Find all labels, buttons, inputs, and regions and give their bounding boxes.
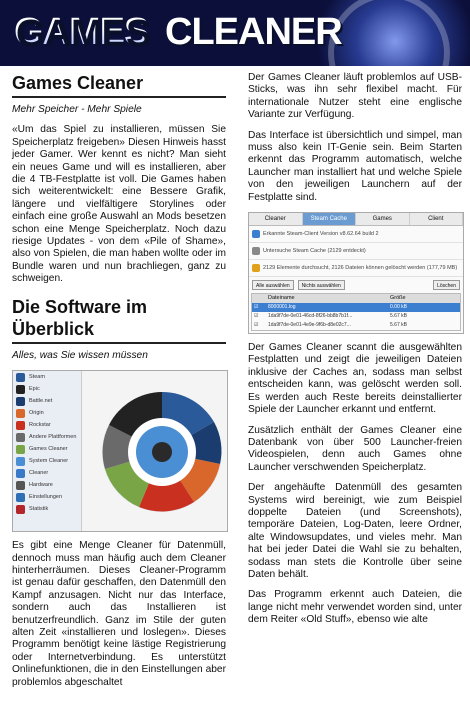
body-paragraph-2: Es gibt eine Menge Cleaner für Datenmüll, dennoch muss man häufig auch dem Cleaner hinterherräumen. Dieses Cleaner-Programm ist genau dafür geschaffen, den Datenmüll den Kampf anzusagen. Nicht nur das Interface, sondern auch das Installieren ist benutzerfreundlich. Ganz im Stile der guten alten Zeit «installieren und loslegen». Dieses Programm benötigt keine lästige Registrierung oder Internetverbindung. Es unterstützt Onlinefunktionen, die in den Einstellungen aber problemlos abgeschaltet	[12, 540, 226, 688]
app-tab: Cleaner	[249, 213, 303, 225]
menu-item-label: Battle.net	[29, 398, 53, 405]
menu-item-icon	[16, 373, 25, 382]
status-icon	[252, 264, 260, 272]
file-size-cell: 0.00 kB	[390, 304, 407, 311]
right-column	[248, 72, 462, 635]
launcher-wheel-graphic	[99, 389, 225, 515]
banner-ring	[328, 0, 450, 66]
menu-item	[15, 492, 79, 503]
menu-item-label: Andere Plattformen	[29, 434, 77, 441]
row-checkbox: ☑	[254, 304, 259, 311]
file-name-cell: 1da9f7de-0e01-4e9e-9f6b-d8e02c7...	[268, 322, 351, 329]
app-button: Löschen	[433, 280, 460, 290]
menu-item-icon	[16, 481, 25, 490]
menu-item	[15, 396, 79, 407]
menu-item-label: Rockstar	[29, 422, 51, 429]
file-size-cell: 5.67 kB	[390, 322, 407, 329]
app-button: Nichts auswählen	[298, 280, 345, 290]
file-table-header	[252, 294, 460, 303]
menu-item-icon	[16, 385, 25, 394]
status-row	[249, 260, 463, 277]
usb-paragraph: Der Games Cleaner läuft problemlos auf USB-Sticks, was ihn sehr flexibel macht. Für internationale Nutzer steht eine englische Variante zur Verfügung.	[248, 72, 462, 121]
table-row	[252, 321, 460, 330]
header-banner	[0, 0, 470, 66]
menu-item	[15, 372, 79, 383]
menu-item	[15, 432, 79, 443]
app-sidebar-menu	[13, 371, 82, 531]
menu-item-icon	[16, 445, 25, 454]
column-header: Dateiname	[268, 295, 295, 302]
menu-item-label: Hardware	[29, 482, 53, 489]
menu-item	[15, 468, 79, 479]
column-checkbox	[252, 294, 266, 303]
file-table	[251, 293, 461, 331]
file-size-cell: 5.67 kB	[390, 313, 407, 320]
status-row	[249, 226, 463, 243]
app-screenshot-menu	[12, 370, 228, 532]
left-column	[12, 72, 226, 697]
column-header: Größe	[390, 295, 406, 302]
menu-item	[15, 384, 79, 395]
menu-item	[15, 480, 79, 491]
status-icon	[252, 247, 260, 255]
status-icon	[252, 230, 260, 238]
menu-item	[15, 420, 79, 431]
status-text: Untersuche Steam Cache (2129 entdeckt)	[263, 248, 366, 255]
scan-paragraph: Der Games Cleaner scannt die ausgewählten Festplatten und zeigt die jeweiligen Dateien inklusive der Caches an, sodass man selbst entscheiden kann, was gelöscht werden soll. Es werden auch Reste bereits deinstallierter Spiele der Launcher erkannt und entfernt.	[248, 342, 462, 416]
banner-word-games: GAMES	[14, 11, 149, 53]
status-text: 2129 Elemente durchsucht, 2126 Dateien können gelöscht werden (177,79 MB)	[263, 265, 458, 272]
menu-item-label: Origin	[29, 410, 44, 417]
table-row	[252, 312, 460, 321]
menu-item-icon	[16, 469, 25, 478]
menu-item-icon	[16, 409, 25, 418]
app-tab: Steam Cache	[303, 213, 357, 225]
app-tab-bar	[249, 213, 463, 226]
system-cleanup-paragraph: Der angehäufte Datenmüll des gesamten Systems wird bereinigt, wie zum Beispiel doppelte Dateien (und Screenshots), temporäre Dateien, Log-Daten, leere Ordner, alte Windowsupdates, und vieles mehr. Man hat bei jeder Datei die Wahl sie zu behalten, sodass man stets die Kontrolle über seine Daten behält.	[248, 482, 462, 580]
old-stuff-paragraph: Das Programm erkennt auch Dateien, die lange nicht mehr verwendet worden sind, unter dem Reiter «Old Stuff», ebenso wie alte	[248, 589, 462, 626]
article-subtitle: Mehr Speicher - Mehr Spiele	[12, 104, 142, 115]
intro-paragraph: «Um das Spiel zu installieren, müssen Sie Speicherplatz freigeben» Diesen Hinweis hasst jeder Gamer. Wer kennt es nicht? Man sieht ein neues Game und will es installieren, aber die 4 TB-Festplatte ist voll. Die Games haben sich weiterentwickelt: eine Bessere Grafik, längere und vielfältigere Storylines oder einfach eine große Auswahl an Mods besetzen schon eine Menge Speicherplatz. Noch dazu riesige Updates - von dem «Pile of Shame», also von Spielen, die man haben wollte oder im Bundle waren und nun brachliegen, ganz zu schweigen.	[12, 124, 226, 285]
menu-item-label: Cleaner	[29, 470, 49, 477]
article-title: Games Cleaner	[12, 72, 226, 98]
app-screenshot-steam-cache	[248, 212, 464, 334]
menu-item-label: Steam	[29, 374, 45, 381]
menu-item	[15, 444, 79, 455]
app-tab: Games	[356, 213, 410, 225]
menu-item-label: Statistik	[29, 506, 49, 513]
section-subtitle: Alles, was Sie wissen müssen	[12, 349, 148, 361]
banner-word-cleaner: CLEANER	[165, 11, 342, 53]
table-row	[252, 303, 460, 312]
interface-paragraph: Das Interface ist übersichtlich und simpel, man muss also kein IT-Genie sein. Beim Starten erkennt das Programm automatisch, welche Launcher man installiert hat und welche Spiele von den jeweiligen Launchern auf der Festplatte sind.	[248, 129, 462, 203]
status-row	[249, 243, 463, 260]
menu-item	[15, 504, 79, 515]
menu-item-icon	[16, 421, 25, 430]
app-button: Alle auswählen	[252, 280, 294, 290]
menu-item-label: Epic	[29, 386, 40, 393]
menu-item-icon	[16, 433, 25, 442]
file-name-cell: 1da9f7de-0e01-46cd-8f26-bb8b7b1f...	[268, 313, 353, 320]
menu-item-icon	[16, 397, 25, 406]
app-button-row	[249, 277, 463, 293]
row-checkbox: ☑	[254, 322, 259, 329]
menu-item	[15, 408, 79, 419]
menu-item-label: Einstellungen	[29, 494, 63, 501]
status-text: Erkannte Steam-Client Version v8.62.64 build 2	[263, 231, 379, 238]
menu-item-icon	[16, 493, 25, 502]
file-name-cell: 8000001.log	[268, 304, 296, 311]
database-paragraph: Zusätzlich enthält der Games Cleaner eine Datenbank von über 500 Launcher-freien Videospielen, denn auch Games ohne Launcher verschwenden Speicherplatz.	[248, 424, 462, 473]
row-checkbox: ☑	[254, 313, 259, 320]
menu-item-icon	[16, 457, 25, 466]
menu-item-icon	[16, 505, 25, 514]
menu-item	[15, 456, 79, 467]
section-heading: Die Software im Überblick	[12, 296, 226, 344]
app-tab: Client	[410, 213, 464, 225]
menu-item-label: Games Cleaner	[29, 446, 68, 453]
menu-item-label: System Cleaner	[29, 458, 69, 465]
